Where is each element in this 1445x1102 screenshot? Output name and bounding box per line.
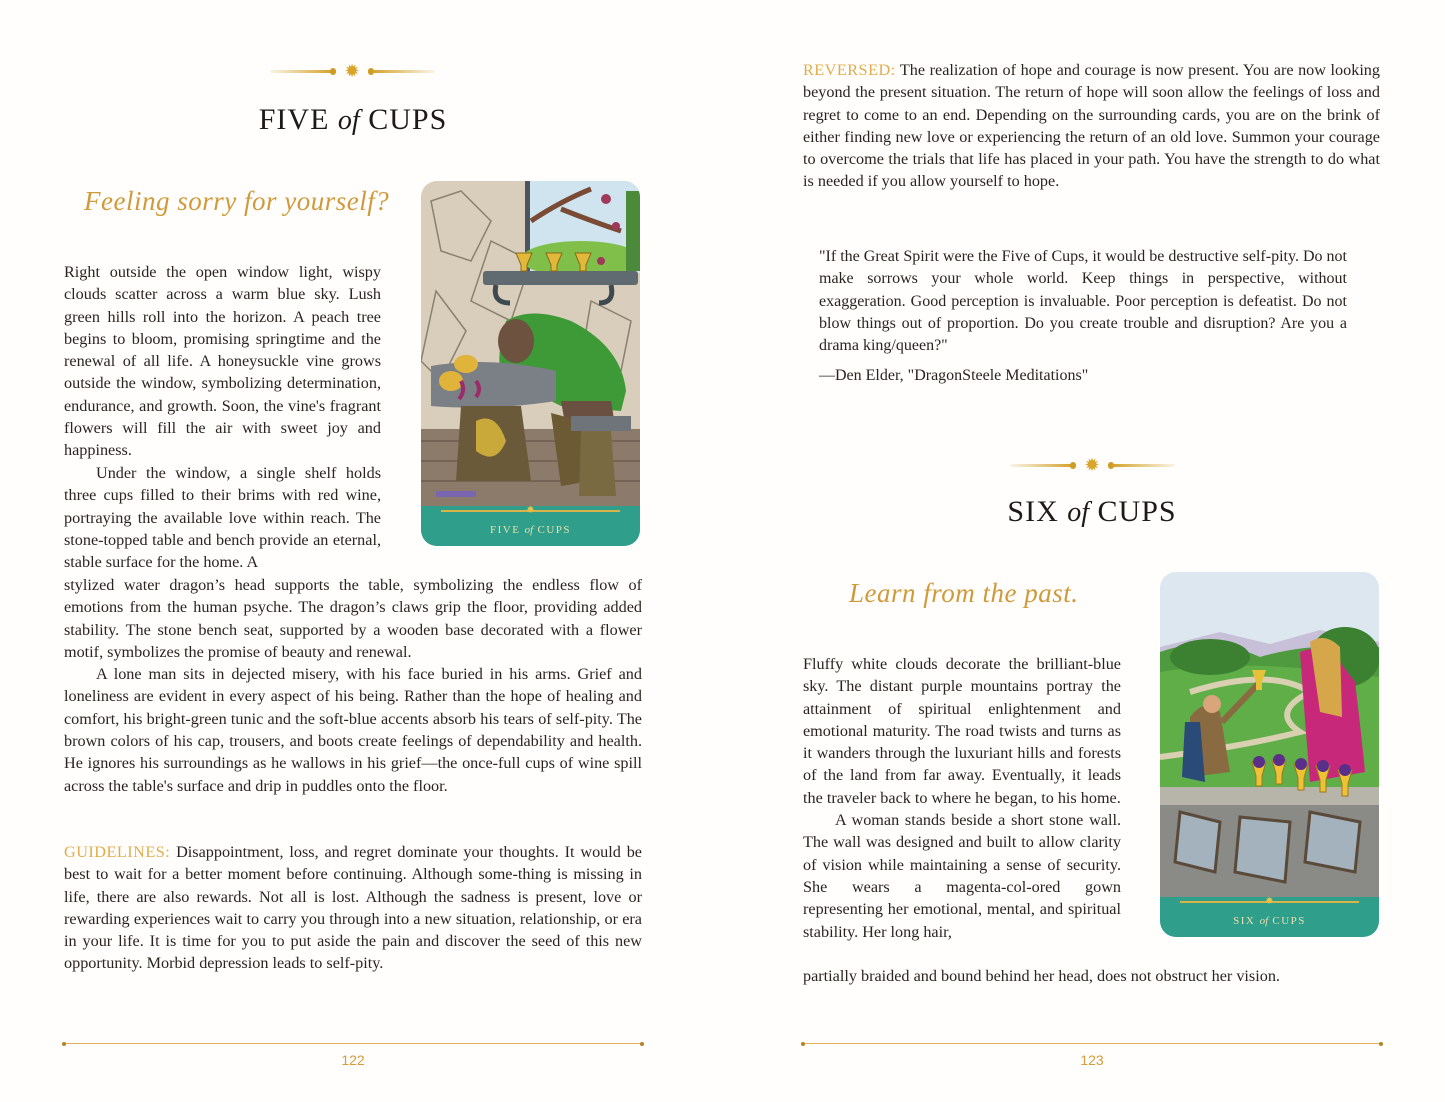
reversed-label: REVERSED: (803, 61, 896, 79)
six-description-top (803, 653, 1121, 943)
title-ornament (1010, 455, 1175, 475)
card-illustration (1160, 572, 1379, 937)
description-mid (64, 462, 381, 573)
quote-attribution: —Den Elder, "DragonSteele Meditations" (819, 367, 1089, 385)
page-title: FIVE of CUPS (258, 103, 448, 136)
right-page (722, 0, 1445, 1102)
five-of-cups-card-image (421, 181, 640, 546)
six-of-cups-card-image (1160, 572, 1379, 937)
quote-block (819, 246, 1347, 388)
sun-icon: ✹ (344, 61, 360, 81)
paragraph-1: Right outside the open window light, wispy clouds scatter across a warm blue sky. Lush green hills roll into the horizon. A peach tree begins to bloom, promising springtime and the renewal of all life. A honeysuckle vine grows outside the window, symbolizing determination, endurance, and growth. Soon, the vine's fragrant flowers will fill the air with sweet joy and happiness. (64, 263, 381, 460)
card-illustration (421, 181, 640, 546)
left-page (0, 0, 722, 1102)
paragraph-2-part-b: partially braided and bound behind her head, does not obstruct her vision. (803, 967, 1280, 985)
description-top (64, 261, 381, 462)
six-description-bottom (803, 965, 1381, 987)
sun-icon: ✹ (526, 505, 535, 516)
quote-text: "If the Great Spirit were the Five of Cups, it would be destructive self-pity. Do not make sorrows your whole world. Keep things in perspective, without exaggeration. Good perception is invaluable. Poor perception is defeatist. Do not blow things out of proportion. Do you create trouble and disruption? Are you a drama king/queen?" (819, 248, 1347, 355)
sun-icon: ✹ (1084, 455, 1100, 475)
guidelines-text: Disappointment, loss, and regret dominate your thoughts. It would be best to wait for a better moment before continuing. Although some-thing is missing in life, there are also rewards. Not all is lost. Although the sadness is present, love or rewarding experiences wait to carry you through into a new situation, relationship, or era in your life. It is time for you to put aside the pain and discover the seed of this new opportunity. Morbid depression leads to self-pity. (64, 843, 642, 973)
reversed-text: The realization of hope and courage is now present. You are now looking beyond the present situation. The return of hope will soon allow the feelings of loss and regret to come to an end. Depending on the surrounding cards, you are on the brink of either finding new love or experiencing the return of an old love. Summon your courage to overcome the trials that life has placed in your path. You have the strength to do what is needed if you allow yourself to hope. (803, 61, 1380, 191)
paragraph-2-part-b: stylized water dragon’s head supports the table, symbolizing the endless flow of emotions from the human psyche. The dragon’s claws grip the floor, providing added stability. The stone bench seat, supported by a wooden base decorated with a flower motif, symbolizes the promise of beauty and renewal. (64, 576, 642, 661)
guidelines-section (64, 841, 642, 975)
paragraph-1: Fluffy white clouds decorate the brilliant-blue sky. The distant purple mountains portray the attainment of spiritual enlightenment and emotional maturity. The road twists and turns as it wanders through the luxuriant hills and forests of the land from far away. Eventually, it leads the traveler back to where he began, to his home. (803, 655, 1121, 807)
footer-rule (64, 1043, 642, 1044)
sun-icon: ✹ (1265, 896, 1274, 907)
description-bottom (64, 574, 642, 797)
section-title: SIX of CUPS (1007, 495, 1177, 528)
card-label: SIX of CUPS (1233, 915, 1306, 927)
card-tagline: Learn from the past. (849, 578, 1079, 608)
guidelines-label: GUIDELINES: (64, 843, 171, 861)
paragraph-2-part-a: Under the window, a single shelf holds three cups filled to their brims with red wine, portraying the available love within reach. The stone-topped table and bench provide an eternal, stable surface for the home. A (64, 464, 381, 572)
page-number: 123 (1080, 1052, 1104, 1068)
paragraph-2-part-a: A woman stands beside a short stone wall. The wall was designed and built to allow clarity of vision while maintaining a sense of security. She wears a magenta-col-ored gown representing her emotional, mental, and spiritual stability. Her long hair, (803, 811, 1121, 941)
card-tagline: Feeling sorry for yourself? (84, 186, 390, 216)
page-number: 122 (341, 1052, 365, 1068)
paragraph-3: A lone man sits in dejected misery, with his face buried in his arms. Grief and loneliness are evident in every aspect of his being. Rather than the hope of healing and comfort, his bright-green tunic and the soft-blue accents absorb his tears of self-pity. The brown colors of his cap, trousers, and boots create feelings of dependability and health. He ignores his surroundings as he wallows in his grief—the once-full cups of wine spill across the table's surface and drip in puddles onto the floor. (64, 665, 642, 795)
card-label: FIVE of CUPS (489, 524, 572, 536)
reversed-section (803, 59, 1380, 193)
footer-rule (803, 1043, 1381, 1044)
title-ornament (270, 61, 435, 81)
